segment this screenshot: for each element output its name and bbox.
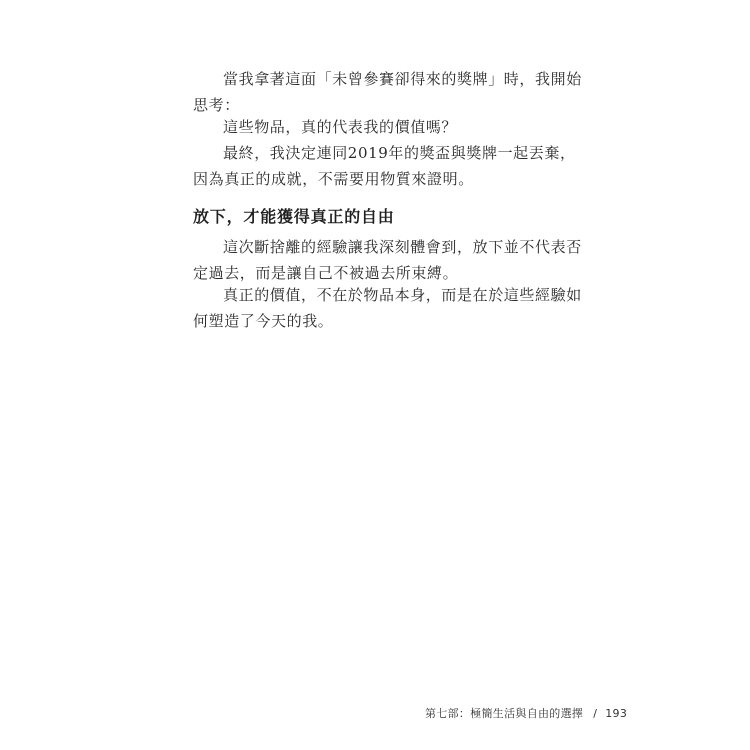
paragraph-2: 這些物品，真的代表我的價值嗎？ [223,118,458,136]
paragraph-1: 當我拿著這面「未曾參賽卻得來的獎牌」時，我開始思考： [193,70,582,114]
footer-separator: / [593,707,598,720]
page-number: 193 [605,707,628,720]
chapter-title: 第七部：極簡生活與自由的選擇 [425,707,584,720]
paragraph-3: 最終，我決定連同2019年的獎盃與獎牌一起丟棄，因為真正的成就，不需要用物質來證明。 [193,144,576,188]
paragraph-4: 這次斷捨離的經驗讓我深刻體會到，放下並不代表否定過去，而是讓自己不被過去所束縛。 [193,238,582,282]
section-heading: 放下，才能獲得真正的自由 [193,207,395,226]
page-footer [425,705,627,721]
paragraph-5: 真正的價值，不在於物品本身，而是在於這些經驗如何塑造了今天的我。 [193,286,582,330]
